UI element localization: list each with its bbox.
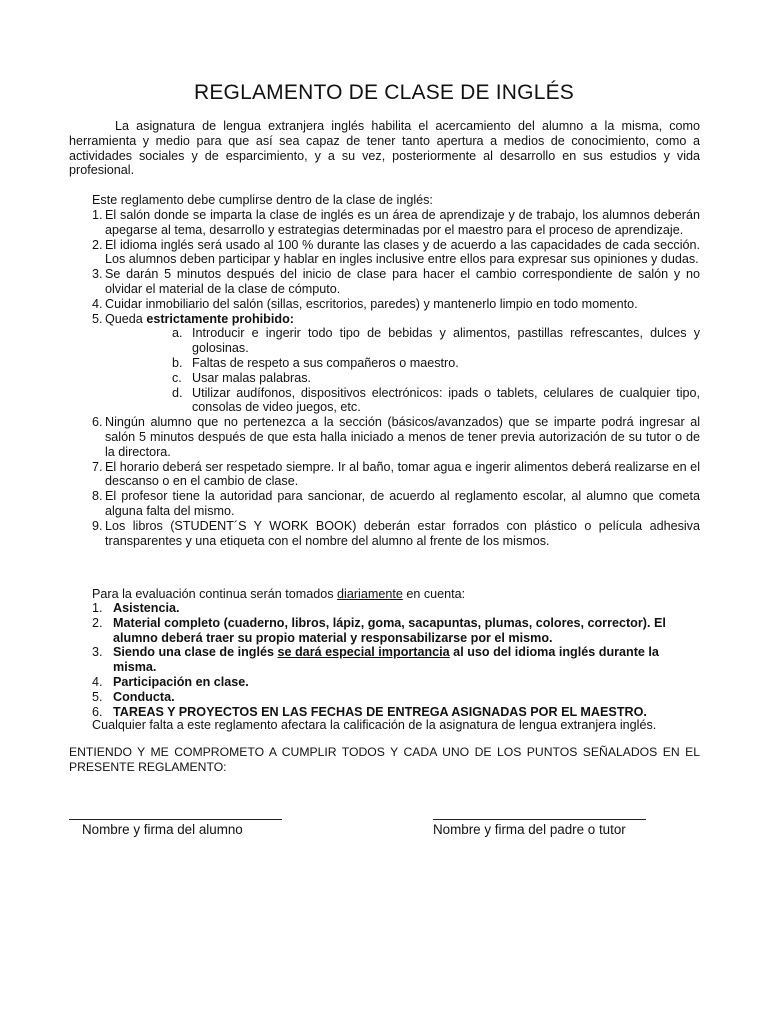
evaluation-item [69, 645, 700, 675]
prohibited-item [105, 386, 700, 416]
rule-number: 2. [92, 237, 103, 252]
rule-number: 7. [92, 459, 103, 474]
evaluation-item [69, 616, 700, 646]
evaluation-intro-text: Para la evaluación continua serán tomados [92, 587, 338, 601]
prohibited-item [105, 356, 700, 371]
evaluation-text: Siendo una clase de inglés [113, 645, 278, 660]
rule-text: Los libros (STUDENT´S Y WORK BOOK) deberán estar forrados con plástico o película adhesiva transparentes y una etiqueta con el nombre del alumno al frente de los mismos. [105, 518, 700, 548]
parent-signature-label: Nombre y firma del padre o tutor [433, 822, 626, 837]
rule-item [69, 208, 700, 238]
evaluation-intro [92, 587, 465, 602]
closing-note: Cualquier falta a este reglamento afectara la calificación de la asignatura de lengua extranjera inglés. [92, 718, 657, 732]
rule-text: Ningún alumno que no pertenezca a la sección (básicos/avanzados) que se imparte podrá ingresar al salón 5 minutos después de que esta halla iniciado a menos de tener previa autorización de su tutor o de la directora. [105, 415, 700, 459]
rule-text: Cuidar inmobiliario del salón (sillas, escritorios, paredes) y mantenerlo limpio en todo momento. [105, 296, 638, 311]
rules-preamble: Este reglamento debe cumplirse dentro de la clase de inglés: [92, 193, 433, 207]
prohibited-letter: d. [172, 385, 183, 400]
prohibited-letter: c. [172, 370, 182, 385]
prohibited-text: Introducir e ingerir todo tipo de bebidas y alimentos, pastillas refrescantes, dulces y golosinas. [192, 326, 700, 356]
pledge-statement: ENTIENDO Y ME COMPROMETO A CUMPLIR TODOS Y CADA UNO DE LOS PUNTOS SEÑALADOS EN EL PRESENTE REGLAMENTO: [69, 745, 700, 774]
rule-number: 5. [92, 311, 103, 326]
rule-text: Queda [105, 311, 147, 326]
evaluation-intro-underlined: diariamente [337, 587, 403, 601]
rule-number: 8. [92, 489, 103, 504]
rule-number: 9. [92, 518, 103, 533]
evaluation-number: 5. [92, 689, 103, 704]
evaluation-number: 3. [92, 645, 103, 660]
prohibited-text: Utilizar audífonos, dispositivos electrónicos: ipads o tablets, celulares de cualquier tipo, consolas de video juegos, etc. [192, 385, 700, 415]
evaluation-item [69, 690, 700, 705]
intro-paragraph: La asignatura de lengua extranjera inglés habilita el acercamiento del alumno a la misma, como herramienta y medio para que así sea capaz de tener tanto apertura a medios de conocimiento, como a actividades sociales y de esparcimiento, y a su vez, posteriormente al desarrollo en sus estudios y vida profesional. [69, 119, 700, 178]
prohibited-letter: a. [172, 326, 183, 341]
rule-item [69, 415, 700, 459]
rules-list [69, 208, 700, 548]
student-signature-line [69, 819, 282, 820]
prohibited-item [105, 326, 700, 356]
parent-signature-line [433, 819, 646, 820]
prohibited-item [105, 371, 700, 386]
rule-item [69, 460, 700, 490]
rule-item [69, 297, 700, 312]
document-title: REGLAMENTO DE CLASE DE INGLÉS [193, 81, 575, 104]
rule-text: El salón donde se imparta la clase de inglés es un área de aprendizaje y de trabajo, los alumnos deberán apegarse al tema, desarrollo y estrategias determinadas por el maestro para el proceso de aprendizaje. [105, 208, 700, 237]
evaluation-text: TAREAS Y PROYECTOS EN LAS FECHAS DE ENTREGA ASIGNADAS POR EL MAESTRO. [113, 704, 647, 719]
evaluation-number: 2. [92, 615, 103, 630]
rule-text: El idioma inglés será usado al 100 % durante las clases y de acuerdo a las capacidades de cada sección. Los alumnos deben participar y hablar en ingles inclusive entre ellos para expresar sus opiniones y dudas. [105, 237, 700, 267]
prohibited-list [105, 326, 700, 415]
rule-item [69, 238, 700, 268]
rule-number: 6. [92, 415, 103, 430]
evaluation-item [69, 675, 700, 690]
rule-item-prohibited [69, 312, 700, 416]
student-signature-label: Nombre y firma del alumno [82, 822, 243, 837]
rule-emphasis: estrictamente prohibido: [146, 311, 294, 326]
evaluation-text: Participación en clase. [113, 674, 249, 689]
evaluation-text-tail: al uso del idioma inglés durante la misma. [113, 645, 659, 675]
evaluation-text: Asistencia. [113, 601, 180, 615]
evaluation-number: 4. [92, 674, 103, 689]
evaluation-intro-tail: en cuenta: [402, 587, 466, 601]
rule-number: 1. [92, 208, 103, 222]
rule-item [69, 519, 700, 549]
rule-item [69, 267, 700, 297]
rule-text: El horario deberá ser respetado siempre. Ir al baño, tomar agua e ingerir alimentos deberá realizarse en el descanso o en el cambio de clase. [105, 459, 700, 489]
evaluation-item [69, 601, 700, 616]
evaluation-text-underlined: se dará especial importancia [277, 645, 450, 660]
evaluation-text: Material completo (cuaderno, libros, lápiz, goma, sacapuntas, plumas, colores, corrector). El alumno deberá traer su propio material y responsabilizarse por el mismo. [113, 615, 666, 645]
evaluation-text: Conducta. [113, 689, 175, 704]
rule-number: 4. [92, 296, 103, 311]
prohibited-text: Usar malas palabras. [192, 370, 311, 385]
prohibited-text: Faltas de respeto a sus compañeros o maestro. [192, 355, 459, 370]
rule-text: El profesor tiene la autoridad para sancionar, de acuerdo al reglamento escolar, al alumno que cometa alguna falta del mismo. [105, 489, 700, 518]
rule-text: Se darán 5 minutos después del inicio de clase para hacer el cambio correspondiente de salón y no olvidar el material de la clase de cómputo. [105, 267, 700, 296]
evaluation-list [69, 601, 700, 719]
evaluation-number: 1. [92, 601, 103, 615]
evaluation-number: 6. [92, 704, 103, 719]
rule-item [69, 489, 700, 519]
rule-number: 3. [92, 267, 103, 282]
prohibited-letter: b. [172, 355, 183, 370]
